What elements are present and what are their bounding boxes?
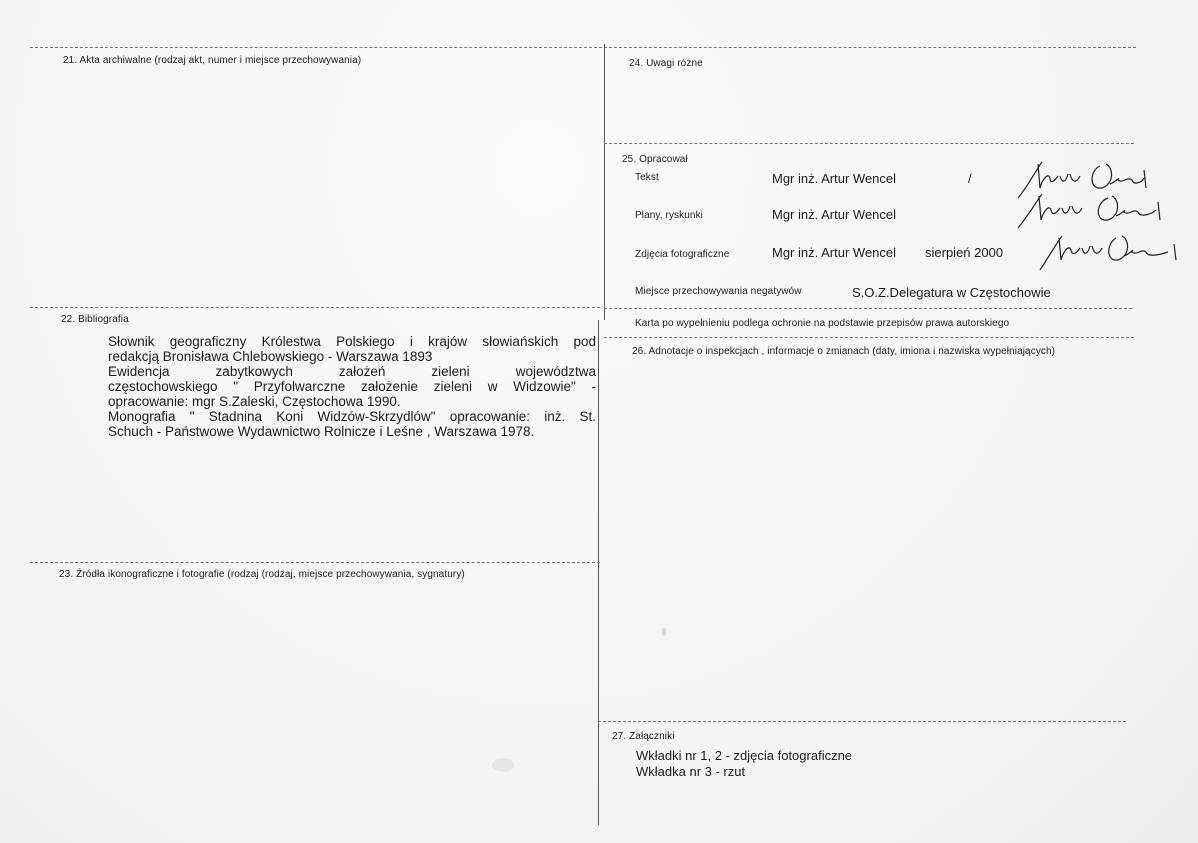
bibliography-text [108, 334, 596, 439]
s26-top-rule [604, 337, 1134, 338]
biblio-line: redakcją Bronisława Chlebowskiego - Warszawa 1893 [108, 349, 433, 364]
negatives-label: Miejsce przechowywania negatywów [635, 286, 802, 297]
s25-top-rule [604, 143, 1134, 144]
attachment-item: Wkładki nr 1, 2 - zdjęcia fotograficzne [636, 748, 853, 763]
s27-top-rule [598, 721, 1126, 722]
top-rule [30, 47, 1136, 48]
row-value-photos: Mgr inż. Artur Wencel [772, 245, 897, 260]
s24-label: 24. Uwagi różne [629, 58, 703, 69]
s27-label: 27. Załączniki [612, 731, 675, 742]
row-label-text: Tekst [635, 172, 659, 183]
center-divider-lower [598, 320, 599, 825]
biblio-line: Monografia " Stadnina Koni Widzów-Skrzydlów" opracowanie: inż. St. [108, 409, 596, 424]
s21-label: 21. Akta archiwalne (rodzaj akt, numer i miejsce przechowywania) [63, 55, 362, 66]
negatives-value: S.O.Z.Delegatura w Częstochowie [852, 285, 1051, 300]
s22-label: 22. Bibliografia [61, 314, 129, 325]
s25-label: 25. Opracował [622, 154, 688, 165]
s23-label: 23. Źródła ikonograficzne i fotografie (rodzaj (rodzaj, miejsce przechowywania, sygnatury) [59, 569, 465, 580]
attachment-item: Wkładka nr 3 - rzut [636, 764, 746, 779]
row-extra-date: sierpień 2000 [925, 245, 1004, 260]
s23-top-rule [30, 562, 600, 563]
scan-speck [662, 628, 666, 636]
biblio-line: częstochowskiego " Przyfolwarczne założenie zieleni w Widzowie" - [108, 379, 596, 394]
biblio-line: Schuch - Państwowe Wydawnictwo Rolnicze i Leśne , Warszawa 1978. [108, 424, 535, 439]
copyright-rule [604, 308, 1132, 309]
signature-2 [1012, 190, 1172, 232]
row-extra-text: / [968, 171, 972, 186]
s26-label: 26. Adnotacje o inspekcjach , informacje o zmianach (daty, imiona i nazwiska wypełniających) [632, 346, 1056, 357]
row-value-text: Mgr inż. Artur Wencel [772, 171, 897, 186]
scan-speck [492, 758, 514, 772]
s22-top-rule [30, 307, 600, 308]
biblio-line: opracowanie: mgr S.Zaleski, Częstochowa 1990. [108, 394, 401, 409]
center-divider [604, 44, 605, 320]
biblio-line: Słownik geograficzny Królestwa Polskiego i krajów słowiańskich pod [108, 334, 596, 349]
biblio-line: Ewidencja zabytkowych założeń zieleni województwa [108, 364, 596, 379]
signature-3 [1036, 230, 1186, 272]
row-value-plans: Mgr inż. Artur Wencel [772, 207, 897, 222]
copyright-note: Karta po wypełnieniu podlega ochronie na podstawie przepisów prawa autorskiego [635, 318, 1010, 329]
row-label-plans: Plany, ryskunki [635, 210, 704, 221]
row-label-photos: Zdjęcia fotograficzne [635, 249, 730, 260]
